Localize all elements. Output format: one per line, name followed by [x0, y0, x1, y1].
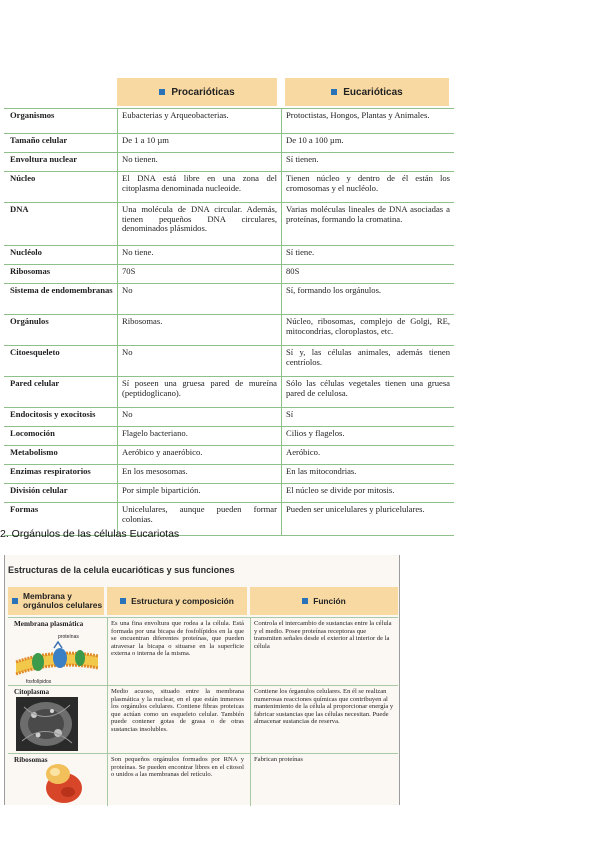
- header-structure: Membrana y orgánulos celulares: [8, 587, 104, 615]
- function-cell: Controla el intercambio de sustancias entre la célula y el medio. Posee proteínas receptoras que transmiten señales desde el exterior al interior de la célula: [250, 618, 398, 686]
- header-eukaryotic: Eucarióticas: [285, 78, 449, 106]
- row-label: DNA: [4, 203, 118, 246]
- prokaryotic-cell: Por simple bipartición.: [118, 484, 282, 503]
- composition-cell: Son pequeños orgánulos formados por RNA y proteínas. Se pueden encontrar libres en el citosol o unidos a las membranas del retículo.: [107, 754, 247, 806]
- eukaryotic-cell: Sí tienen.: [282, 153, 455, 172]
- prokaryotic-cell: No: [118, 408, 282, 427]
- eukaryotic-cell: Cilios y flagelos.: [282, 427, 455, 446]
- table-row: [4, 203, 454, 246]
- prokaryotic-cell: No tienen.: [118, 153, 282, 172]
- row-label: Organismos: [4, 109, 118, 134]
- row-label: Formas: [4, 503, 118, 536]
- table-row: [4, 284, 454, 315]
- scan-edge-line: [4, 555, 5, 805]
- row-label: Locomoción: [4, 427, 118, 446]
- prokaryotic-cell: No: [118, 346, 282, 377]
- prokaryotic-cell: El DNA está libre en una zona del citoplasma denominada nucleoide.: [118, 172, 282, 203]
- membrane-illustration: [10, 628, 102, 684]
- eukaryotic-cell: Pueden ser unicelulares y pluricelulares.: [282, 503, 455, 536]
- row-label: Tamaño celular: [4, 134, 118, 153]
- eukaryotic-cell: Aeróbico.: [282, 446, 455, 465]
- table-row: [4, 484, 454, 503]
- bullet-square-icon: [12, 598, 18, 604]
- section-heading: 2. Orgánulos de las células Eucariotas: [0, 528, 180, 540]
- bullet-square-icon: [159, 89, 165, 95]
- composition-cell: Es una fina envoltura que rodea a la célula. Está formada por una bicapa de fosfolípidos en la que se encuentran diferentes proteínas, que pueden atravesar la bicapa o situarse en la superficie externa o interna de la misma.: [107, 618, 247, 686]
- prokaryotic-cell: Ribosomas.: [118, 315, 282, 346]
- prokaryotic-cell: Unicelulares, aunque pueden formar colonias.: [118, 503, 282, 536]
- table-row: [8, 685, 398, 754]
- row-name: Citoplasma: [14, 688, 50, 696]
- table-row: [4, 134, 454, 153]
- prokaryotic-cell: No tiene.: [118, 246, 282, 265]
- eukaryotic-cell: Sí: [282, 408, 455, 427]
- eukaryotic-cell: Sí y, las células animales, además tienen centríolos.: [282, 346, 455, 377]
- row-name: Ribosomas: [14, 756, 48, 764]
- prokaryotic-cell: Aeróbico y anaeróbico.: [118, 446, 282, 465]
- row-label: Endocitosis y exocitosis: [4, 408, 118, 427]
- table-row: [8, 753, 398, 806]
- eukaryotic-cell: Sí, formando los orgánulos.: [282, 284, 455, 315]
- eukaryotic-cell: Tienen núcleo y dentro de él están los cromosomas y el nucléolo.: [282, 172, 455, 203]
- prokaryotic-cell: No: [118, 284, 282, 315]
- table-row: [4, 346, 454, 377]
- function-cell: Fabrican proteínas: [250, 754, 398, 806]
- label-proteinas: proteínas: [58, 634, 79, 640]
- row-name: Membrana plasmática: [14, 620, 84, 628]
- eukaryotic-cell: El núcleo se divide por mitosis.: [282, 484, 455, 503]
- bullet-square-icon: [302, 598, 308, 604]
- table-row: [4, 427, 454, 446]
- eukaryotic-cell: 80S: [282, 265, 455, 284]
- table-row: [8, 617, 398, 686]
- row-label: Sistema de endomembranas: [4, 284, 118, 315]
- row-label-cell: [8, 618, 104, 686]
- header-composition: Estructura y composición: [107, 587, 247, 615]
- row-label: Nucléolo: [4, 246, 118, 265]
- row-label: Enzimas respiratorios: [4, 465, 118, 484]
- label-fosfolipidos: fosfolípidos: [26, 679, 52, 684]
- table-row: [4, 153, 454, 172]
- bullet-square-icon: [120, 598, 126, 604]
- table-row: [4, 109, 454, 134]
- prokaryotic-cell: En los mesosomas.: [118, 465, 282, 484]
- table-row: [4, 246, 454, 265]
- table-row: [4, 377, 454, 408]
- organelles-table-title: Estructuras de la celula eucarióticas y sus funciones: [8, 565, 235, 575]
- comparison-table-body: [4, 108, 454, 536]
- bullet-square-icon: [331, 89, 337, 95]
- table-row: [4, 265, 454, 284]
- eukaryotic-cell: Sólo las células vegetales tienen una gruesa pared de celulosa.: [282, 377, 455, 408]
- eukaryotic-cell: Sí tiene.: [282, 246, 455, 265]
- eukaryotic-cell: Núcleo, ribosomas, complejo de Golgi, RE, mitocondrias, cloroplastos, etc.: [282, 315, 455, 346]
- scan-edge-line: [399, 555, 400, 805]
- table-row: [4, 408, 454, 427]
- prokaryotic-cell: Sí poseen una gruesa pared de mureína (peptidoglicano).: [118, 377, 282, 408]
- function-cell: Contiene los órganulos celulares. En él se realizan numerosas reacciones químicas que contribuyen al mantenimiento de la célula al proporcionar energía y fabricar sustancias que las células necesitan. Puede almacenar sustancias de reserva.: [250, 686, 398, 754]
- prokaryotic-cell: Eubacterias y Arqueobacterias.: [118, 109, 282, 134]
- prokaryotic-cell: Una molécula de DNA circular. Además, tienen pequeños DNA circulares, denominados plásmidos.: [118, 203, 282, 246]
- ribosome-illustration: [38, 760, 88, 804]
- row-label: Núcleo: [4, 172, 118, 203]
- row-label-cell: [8, 686, 104, 754]
- row-label: Ribosomas: [4, 265, 118, 284]
- table-row: [4, 465, 454, 484]
- eukaryotic-cell: De 10 a 100 µm.: [282, 134, 455, 153]
- prokaryotic-cell: De 1 a 10 µm: [118, 134, 282, 153]
- row-label: División celular: [4, 484, 118, 503]
- prokaryotic-cell: 70S: [118, 265, 282, 284]
- table-row: [4, 446, 454, 465]
- row-label: Citoesqueleto: [4, 346, 118, 377]
- header-function: Función: [250, 587, 398, 615]
- row-label: Pared celular: [4, 377, 118, 408]
- cytoplasm-micrograph: [16, 697, 78, 751]
- eukaryotic-cell: Protoctistas, Hongos, Plantas y Animales.: [282, 109, 455, 134]
- eukaryotic-cell: En las mitocondrias.: [282, 465, 455, 484]
- eukaryotic-cell: Varias moléculas lineales de DNA asociadas a proteínas, formando la cromatina.: [282, 203, 455, 246]
- prokaryotic-cell: Flagelo bacteriano.: [118, 427, 282, 446]
- table-row: [4, 315, 454, 346]
- row-label: Metabolismo: [4, 446, 118, 465]
- header-prokaryotic: Procarióticas: [117, 78, 277, 106]
- row-label: Orgánulos: [4, 315, 118, 346]
- table-row: [4, 172, 454, 203]
- row-label-cell: [8, 754, 104, 806]
- composition-cell: Medio acuoso, situado entre la membrana plasmática y la nuclear, en el que están inmersos los orgánulos celulares. Contiene fibras proteicas que actúan como un esqueleto celular. También puede contener gotas de grasa o de otras sustancias insolubles.: [107, 686, 247, 754]
- row-label: Envoltura nuclear: [4, 153, 118, 172]
- organelles-table: [4, 555, 400, 805]
